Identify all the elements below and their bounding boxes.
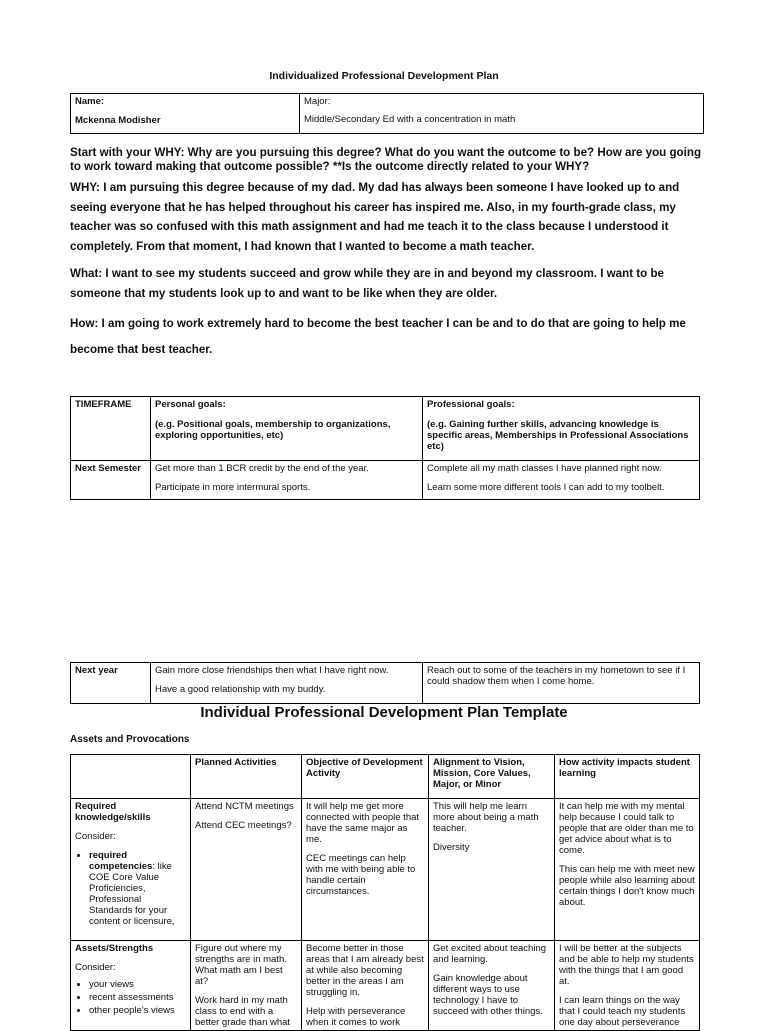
plan-table (70, 754, 700, 1031)
assets-strengths-label: Assets/Strengths (75, 943, 154, 954)
list-item: • recent assessments (89, 992, 186, 1003)
row2-activities (191, 941, 302, 1031)
row2-impact (555, 941, 700, 1031)
alignment-item: Get excited about teaching and learning. (433, 943, 547, 965)
row2-alignment (429, 941, 555, 1031)
plan-header-impact: How activity impacts student learning (555, 755, 700, 799)
row1-activities (191, 799, 302, 941)
major-label: Major: (304, 96, 331, 107)
next-year-label: Next year (71, 663, 151, 704)
consider-list (75, 979, 186, 1016)
professional-goals-header (423, 397, 700, 461)
goals-table (70, 396, 700, 500)
alignment-item: Diversity (433, 842, 470, 853)
assets-strengths-cell (71, 941, 191, 1031)
activity-item: Figure out where my strengths are in math. What math am I best at? (195, 943, 287, 987)
template-title: Individual Professional Development Plan Template (200, 704, 568, 721)
impact-item: I will be better at the subjects and be able to help my students with the things that I am good at. (559, 943, 694, 987)
alignment-item: This will help me learn more about being a math teacher. (433, 801, 539, 834)
next-year-table (70, 662, 700, 704)
professional-goals-examples: (e.g. Gaining further skills, advancing knowledge is specific areas, Memberships in Professional Associations etc) (427, 419, 689, 452)
goal-item: Have a good relationship with my buddy. (155, 684, 326, 695)
impact-item: This can help me with meet new people while also learning about certain things I don't know much about. (559, 864, 695, 908)
timeframe-header: TIMEFRAME (71, 397, 151, 461)
next-semester-label: Next Semester (71, 461, 151, 500)
document-title: Individualized Professional Development Plan (269, 70, 499, 82)
name-cell (71, 94, 300, 134)
goal-item: Gain more close friendships then what I have right now. (155, 665, 389, 676)
row1-alignment (429, 799, 555, 941)
why-paragraph: WHY: I am pursuing this degree because of my dad. My dad has always been someone I have looked up to and seeing everyone that he has helped throughout his career has inspired me. Also, in my fourth-grade class, my teacher was so confused with this math assignment and had me teach it to the class because I understood it completely. From that moment, I had known that I wanted to become a math teacher. (70, 181, 680, 253)
impact-item: I can learn things on the way that I could teach my students one day about perseverance (559, 995, 686, 1028)
personal-goals-examples: (e.g. Positional goals, membership to organizations, exploring opportunities, etc) (155, 419, 391, 441)
list-item (89, 850, 186, 927)
goal-item: Reach out to some of the teachers in my hometown to see if I could shadow them when I come home. (427, 665, 686, 687)
row1-impact (555, 799, 700, 941)
alignment-item: Gain knowledge about different ways to use technology I have to succeed with other things. (433, 973, 543, 1017)
next-semester-personal (151, 461, 423, 500)
what-paragraph: What: I want to see my students succeed and grow while they are in and beyond my classroom. I want to be someone that my students look up to and want to be like when they are older. (70, 267, 664, 300)
knowledge-skills-cell (71, 799, 191, 941)
plan-header-activities: Planned Activities (191, 755, 302, 799)
knowledge-skills-label: Required knowledge/skills (75, 801, 151, 823)
consider-label: Consider: (75, 831, 116, 842)
personal-goals-title: Personal goals: (155, 399, 226, 410)
row2-objective (302, 941, 429, 1031)
professional-goals-title: Professional goals: (427, 399, 515, 410)
name-label: Name: (75, 96, 105, 107)
objective-item: CEC meetings can help with me with being able to handle certain circumstances. (306, 853, 416, 897)
activity-item: Work hard in my math class to end with a better grade than what (195, 995, 291, 1028)
why-prompt: Start with your WHY: Why are you pursuing this degree? What do you want the outcome to be? How are you going to work toward making that outcome possible? **Is the outcome directly related to your WHY? (70, 146, 702, 173)
assets-title: Assets and Provocations (70, 734, 190, 745)
competencies-bold: required competencies (89, 850, 153, 872)
next-year-professional (423, 663, 700, 704)
goal-item: Learn some more different tools I can add to my toolbelt. (427, 482, 665, 493)
major-cell (300, 94, 704, 134)
how-paragraph: How: I am going to work extremely hard to become the best teacher I can be and to do that are going to help me become that best teacher. (70, 317, 686, 356)
list-item: • your views (89, 979, 186, 990)
activity-item: Attend CEC meetings? (195, 820, 292, 831)
info-table (70, 93, 704, 134)
major-value: Middle/Secondary Ed with a concentration in math (304, 114, 516, 125)
personal-goals-header (151, 397, 423, 461)
consider-label: Consider: (75, 962, 116, 973)
plan-header-empty (71, 755, 191, 799)
plan-header-objective: Objective of Development Activity (302, 755, 429, 799)
plan-header-alignment: Alignment to Vision, Mission, Core Values, Major, or Minor (429, 755, 555, 799)
list-item: • other people's views (89, 1005, 186, 1016)
name-value: Mckenna Modisher (75, 115, 161, 126)
competencies-text: : like COE Core Value Proficiencies, Professional Standards for your content or licensure, (89, 861, 175, 927)
next-semester-professional (423, 461, 700, 500)
impact-item: It can help me with my mental help because I could talk to people that are older than me to get advice about what is to come. (559, 801, 694, 856)
goal-item: Get more than 1 BCR credit by the end of the year. (155, 463, 369, 474)
activity-item: Attend NCTM meetings (195, 801, 294, 812)
consider-list (75, 850, 186, 927)
row1-objective (302, 799, 429, 941)
goal-item: Complete all my math classes I have planned right now. (427, 463, 662, 474)
objective-item: It will help me get more connected with people that have the same major as me. (306, 801, 420, 845)
goal-item: Participate in more intermural sports. (155, 482, 311, 493)
objective-item: Help with perseverance when it comes to work (306, 1006, 406, 1028)
next-year-personal (151, 663, 423, 704)
objective-item: Become better in those areas that I am already best at while also becoming better in the areas I am struggling in. (306, 943, 424, 998)
